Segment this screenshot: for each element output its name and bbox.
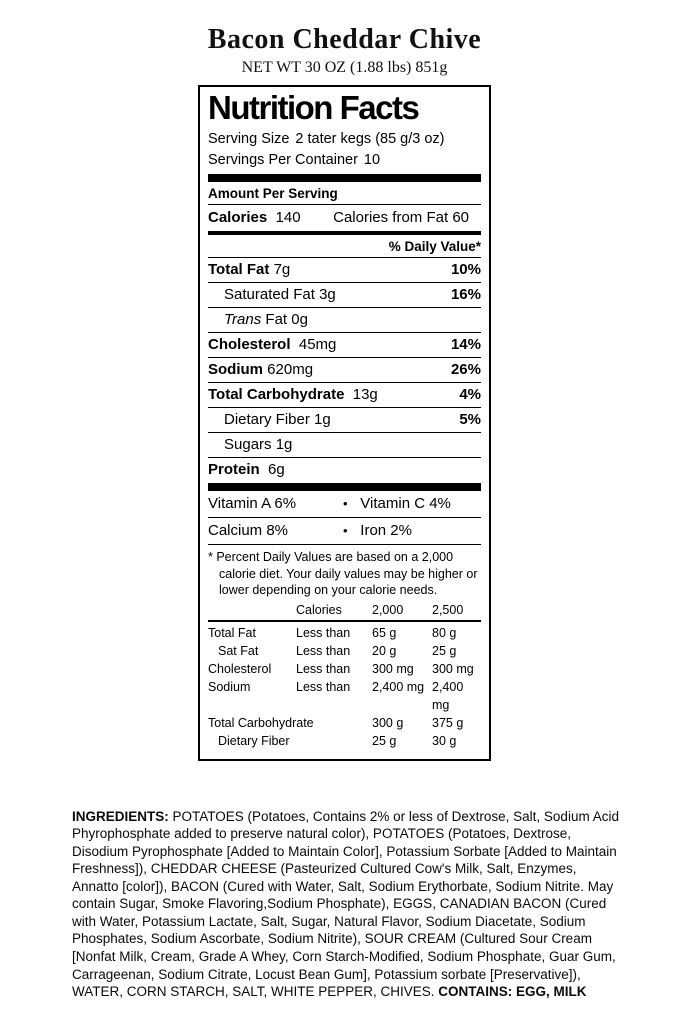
serving-size-value: 2 tater kegs (85 g/3 oz) xyxy=(295,130,445,147)
nutrient-row-trans-fat xyxy=(208,307,481,332)
nutrient-row-saturated-fat xyxy=(208,282,481,307)
footnote-table-row: Total Fat Less than 65 g 80 g xyxy=(208,625,457,640)
daily-value-footnote: * Percent Daily Values are based on a 2,000 calorie diet. Your daily values may be higher or lower depending on your calorie needs. xyxy=(208,544,481,601)
footnote-table-header: Calories 2,000 2,500 xyxy=(208,601,481,622)
nutrient-dv: 10% xyxy=(450,261,481,279)
nutrient-name: Dietary Fiber 1g xyxy=(224,411,331,429)
nutrient-row-sugars xyxy=(208,432,481,457)
vitamin-a: Vitamin A 6% xyxy=(208,495,297,513)
footnote-table xyxy=(208,601,481,751)
nutrient-name: Saturated Fat 3g xyxy=(224,286,336,304)
ingredients-heading: INGREDIENTS: xyxy=(72,808,169,824)
nutrient-name: Protein 6g xyxy=(208,461,285,479)
nutrient-name: Sugars 1g xyxy=(224,436,293,454)
serving-size-line xyxy=(208,129,481,150)
calcium: Calcium 8% xyxy=(208,522,289,540)
serving-size-label: Serving Size xyxy=(208,130,290,147)
servings-per-container-line xyxy=(208,150,481,171)
calories-row xyxy=(208,205,481,231)
calories: Calories 140 xyxy=(208,209,301,227)
nutrient-row-dietary-fiber xyxy=(208,407,481,432)
nutrient-dv: 16% xyxy=(450,286,481,304)
nutrient-row-total-fat xyxy=(208,257,481,282)
nutrient-row-cholesterol xyxy=(208,332,481,357)
nutrient-row-total-carbohydrate xyxy=(208,382,481,407)
ingredients-paragraph xyxy=(72,808,624,1001)
bullet-separator: • xyxy=(343,496,348,512)
nutrient-dv: 5% xyxy=(459,411,481,429)
footnote-table-row: Dietary Fiber 25 g 30 g xyxy=(218,734,457,749)
footnote-table-row: Sat Fat Less than 20 g 25 g xyxy=(218,643,457,658)
nutrition-facts-title: Nutrition Facts xyxy=(208,89,419,126)
thick-divider xyxy=(208,174,481,182)
nutrient-name: Cholesterol 45mg xyxy=(208,336,337,354)
calories-from-fat: Calories from Fat 60 xyxy=(333,209,469,227)
nutrient-dv: 14% xyxy=(450,336,481,354)
footnote-table-row: Total Carbohydrate 300 g 375 g xyxy=(208,716,464,731)
nutrition-facts-label xyxy=(198,85,491,761)
nutrient-name: Total Fat 7g xyxy=(208,261,291,279)
nutrient-row-sodium xyxy=(208,357,481,382)
thick-divider xyxy=(208,483,481,491)
ingredients-body: POTATOES (Potatoes, Contains 2% or less of Dextrose, Salt, Sodium Acid Phyrophosphate added to preserve natural color), POTATOES (Potatoes, Dextrose, Disodium Pyrophosphate [Added to Maintain Color], Potassium Sorbate [Added to Maintain Freshness]), CHEDDAR CHEESE (Pasteurized Cultured Cow's Milk, Salt, Enzymes, Annatto [color]), BACON (Cured with Water, Salt, Sodium Erythorbate, Sodium Nitrite. May contain Sugar, Smoke Flavoring,Sodium Phosphate), EGGS, CANADIAN BACON (Cured with Water, Potassium Lactate, Salt, Sugar, Natural Flavor, Sodium Diacetate, Sodium Phosphates, Sodium Ascorbate, Sodium Nitrite), SOUR CREAM (Cultured Sour Cream [Nonfat Milk, Cream, Grade A Whey, Corn Starch-Modified, Sodium Phosphate, Guar Gum, Carrageenan, Sodium Citrate, Locust Bean Gum], Potassium sorbate [Preservative]), WATER, CORN STARCH, SALT, WHITE PEPPER, CHIVES. xyxy=(72,808,619,1000)
footnote-table-row: Sodium Less than 2,400 mg 2,400 mg xyxy=(208,680,464,713)
iron: Iron 2% xyxy=(360,522,412,540)
nutrient-dv: 4% xyxy=(459,386,481,404)
nutrient-name: Trans Fat 0g xyxy=(224,311,308,329)
servings-per-container-value: 10 xyxy=(363,151,381,168)
vitamin-c: Vitamin C 4% xyxy=(360,495,451,513)
amount-per-serving: Amount Per Serving xyxy=(208,182,481,205)
bullet-separator: • xyxy=(343,523,348,539)
nutrient-dv: 26% xyxy=(450,361,481,379)
vitamin-row-1 xyxy=(208,491,481,517)
product-header xyxy=(0,0,689,77)
nutrient-name: Total Carbohydrate 13g xyxy=(208,386,378,404)
contains-statement: CONTAINS: EGG, MILK xyxy=(438,984,587,1000)
net-weight: NET WT 30 OZ (1.88 lbs) 851g xyxy=(241,59,448,76)
vitamin-row-2 xyxy=(208,517,481,544)
daily-value-header: % Daily Value* xyxy=(388,239,481,255)
footnote-table-row: Cholesterol Less than 300 mg 300 mg xyxy=(208,661,474,676)
nutrient-row-protein xyxy=(208,457,481,482)
servings-per-container-label: Servings Per Container xyxy=(208,151,358,168)
nutrient-name: Sodium 620mg xyxy=(208,361,314,379)
product-title: Bacon Cheddar Chive xyxy=(207,24,482,55)
